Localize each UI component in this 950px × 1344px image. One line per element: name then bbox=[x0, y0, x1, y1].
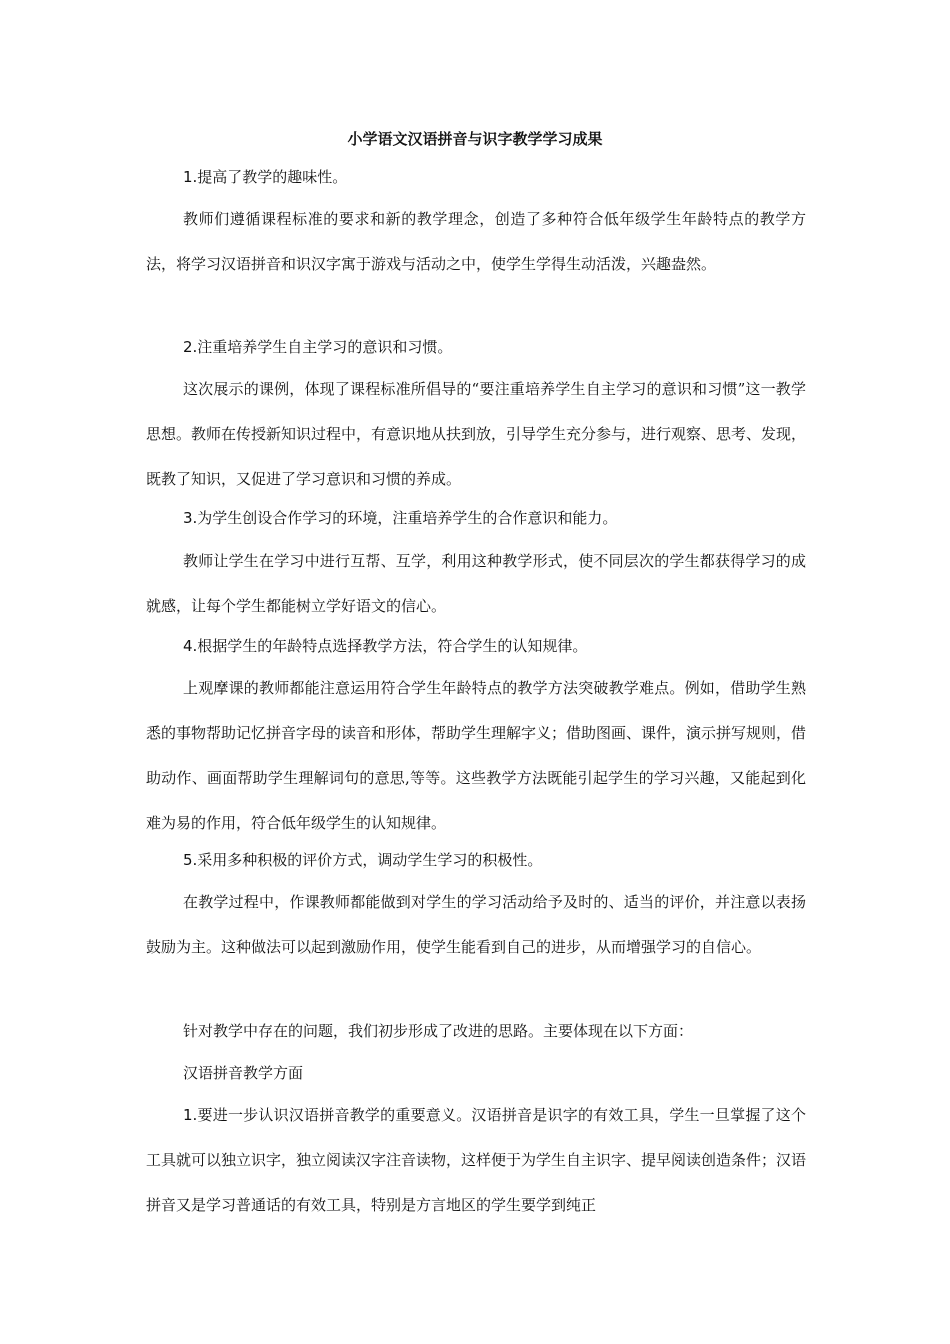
body-paragraph-2: 这次展示的课例，体现了课程标准所倡导的“要注重培养学生自主学习的意识和习惯”这一教学思想。教师在传授新知识过程中，有意识地从扶到放，引导学生充分参与，进行观察、思考、发现，既教了知识，又促进了学习意识和习惯的养成。 bbox=[146, 380, 807, 488]
body-paragraph-5: 在教学过程中，作课教师都能做到对学生的学习活动给予及时的、适当的评价，并注意以表扬鼓励为主。这种做法可以起到激励作用，使学生能看到自己的进步，从而增强学习的自信心。 bbox=[146, 893, 806, 956]
document-title: 小学语文汉语拼音与识字教学学习成果 bbox=[347, 130, 603, 148]
body-paragraph-6: 针对教学中存在的问题，我们初步形成了改进的思路。主要体现在以下方面： bbox=[183, 1022, 694, 1040]
body-paragraph-3: 教师让学生在学习中进行互帮、互学，利用这种教学形式，使不同层次的学生都获得学习的成就感，让每个学生都能树立学好语文的信心。 bbox=[146, 552, 806, 615]
body-paragraph-1: 教师们遵循课程标准的要求和新的教学理念，创造了多种符合低年级学生年龄特点的教学方法，将学习汉语拼音和识汉字寓于游戏与活动之中，使学生学得生动活泼，兴趣盎然。 bbox=[146, 210, 806, 273]
section-heading-3: 3.为学生创设合作学习的环境，注重培养学生的合作意识和能力。 bbox=[183, 509, 618, 527]
section-heading-2: 2.注重培养学生自主学习的意识和习惯。 bbox=[183, 338, 453, 356]
section-heading-5: 5.采用多种积极的评价方式，调动学生学习的积极性。 bbox=[183, 851, 543, 869]
section-heading-1: 1.提高了教学的趣味性。 bbox=[183, 168, 348, 186]
body-paragraph-4: 上观摩课的教师都能注意运用符合学生年龄特点的教学方法突破教学难点。例如，借助学生熟悉的事物帮助记忆拼音字母的读音和形体，帮助学生理解字义；借助图画、课件，演示拼写规则，借助动作、画面帮助学生理解词句的意思,等等。这些教学方法既能引起学生的学习兴趣，又能起到化难为易的作用，符合低年级学生的认知规律。 bbox=[146, 679, 807, 832]
section-heading-pinyin: 汉语拼音教学方面 bbox=[183, 1064, 304, 1082]
body-paragraph-7: 1.要进一步认识汉语拼音教学的重要意义。汉语拼音是识字的有效工具，学生一旦掌握了这个工具就可以独立识字，独立阅读汉字注音读物，这样便于为学生自主识字、提早阅读创造条件；汉语拼音又是学习普通话的有效工具，特别是方言地区的学生要学到纯正 bbox=[146, 1106, 807, 1214]
section-heading-4: 4.根据学生的年龄特点选择教学方法，符合学生的认知规律。 bbox=[183, 637, 588, 655]
